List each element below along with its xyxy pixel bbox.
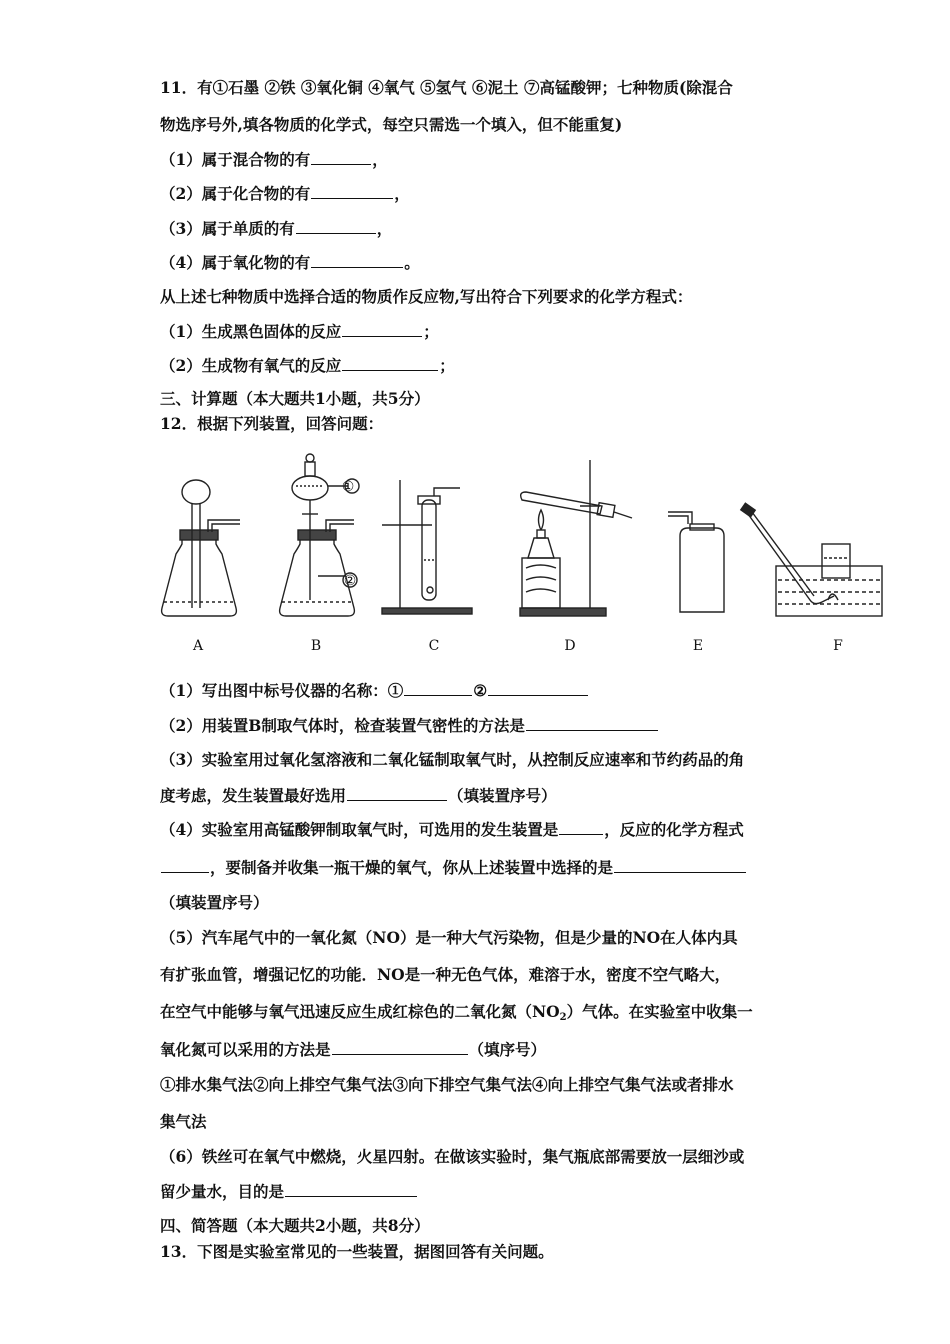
answer-blank[interactable]: [614, 858, 746, 873]
section-4-heading: 四、简答题（本大题共2小题，共8分）: [160, 1216, 430, 1235]
answer-blank[interactable]: [161, 858, 209, 873]
answer-blank[interactable]: [342, 356, 438, 371]
label-d: D: [564, 638, 576, 654]
label-b: B: [310, 638, 322, 654]
answer-blank[interactable]: [526, 716, 658, 731]
q11-eq1: （1）生成黑色固体的反应 ；: [160, 322, 439, 341]
marker-1: ①: [341, 479, 355, 495]
section-3-heading: 三、计算题（本大题共1小题，共5分）: [160, 389, 430, 408]
q12-sub6-line2: 留少量水，目的是: [160, 1182, 418, 1202]
apparatus-f: [741, 503, 882, 616]
q12-sub6-line1: （6）铁丝可在氧气中燃烧，火星四射。在做该实验时，集气瓶底部需要放一层细沙或: [160, 1147, 745, 1166]
label-f: F: [833, 638, 843, 654]
answer-blank[interactable]: [311, 253, 403, 268]
answer-blank[interactable]: [347, 786, 447, 801]
q12-sub3-line2: 度考虑，发生装置最好选用 （填装置序号）: [160, 786, 557, 805]
answer-blank[interactable]: [332, 1040, 468, 1055]
answer-blank[interactable]: [404, 681, 472, 696]
q12-sub4-line1: （4）实验室用高锰酸钾制取氧气时，可选用的发生装置是 ，反应的化学方程式: [160, 820, 744, 839]
q12-sub5-options-cont: 集气法: [160, 1112, 207, 1131]
apparatus-figure: [150, 440, 890, 665]
q12-sub5-line2: 有扩张血管，增强记忆的功能．NO是一种无色气体，难溶于水，密度不空气略大，: [160, 965, 731, 984]
q12-sub5-line1: （5）汽车尾气中的一氧化氮（NO）是一种大气污染物，但是少量的NO在人体内具: [160, 928, 738, 947]
q11-part2: （2）属于化合物的有 ，: [160, 184, 410, 203]
label-c: C: [428, 638, 440, 654]
apparatus-a: [162, 480, 240, 616]
q12-sub4-line3: （填装置序号）: [160, 893, 269, 912]
answer-blank[interactable]: [342, 322, 422, 337]
marker-2: ②: [343, 573, 357, 589]
apparatus-e: [668, 512, 724, 612]
answer-blank[interactable]: [311, 184, 393, 199]
answer-blank[interactable]: [285, 1182, 417, 1197]
apparatus-d: [520, 460, 632, 616]
q11-eq2: （2）生成物有氧气的反应 ；: [160, 356, 455, 375]
q12-sub3-line1: （3）实验室用过氧化氢溶液和二氧化锰制取氧气时，从控制反应速率和节约药品的角: [160, 750, 745, 769]
q11-part4: （4）属于氧化物的有 。: [160, 253, 420, 272]
answer-blank[interactable]: [559, 820, 603, 835]
q11-stem-line2: 物选序号外,填各物质的化学式，每空只需选一个填入，但不能重复): [160, 115, 623, 134]
answer-blank[interactable]: [488, 681, 588, 696]
q12-sub4-line2: ，要制备并收集一瓶干燥的氧气，你从上述装置中选择的是: [160, 858, 747, 878]
apparatus-c: [382, 480, 472, 614]
q11-instruction: 从上述七种物质中选择合适的物质作反应物,写出符合下列要求的化学方程式：: [160, 287, 693, 306]
q13-stem: 13．下图是实验室常见的一些装置，据图回答有关问题。: [160, 1242, 554, 1261]
q12-sub5-line3: 在空气中能够与氧气迅速反应生成红棕色的二氧化氮$(NO_2)$气体。在实验室中收集一: [160, 1002, 753, 1023]
label-e: E: [692, 638, 704, 654]
answer-blank[interactable]: [296, 219, 376, 234]
q12-sub5-options: ①排水集气法②向上排空气集气法③向下排空气集气法④向上排空气集气法或者排水: [160, 1075, 734, 1094]
q12-sub1: （1）写出图中标号仪器的名称：① ②: [160, 681, 589, 701]
q11-stem-line1: 11．有①石墨 ②铁 ③氧化铜 ④氧气 ⑤氢气 ⑥泥土 ⑦高锰酸钾；七种物质(除混合: [160, 78, 733, 97]
q12-stem: 12．根据下列装置，回答问题：: [160, 414, 384, 433]
q11-part3: （3）属于单质的有 ，: [160, 219, 393, 238]
q12-sub5-line4: 氧化氮可以采用的方法是 （填序号）: [160, 1040, 547, 1059]
answer-blank[interactable]: [311, 150, 371, 165]
q12-sub2: （2）用装置B制取气体时，检查装置气密性的方法是: [160, 716, 659, 736]
q11-part1: （1）属于混合物的有 ，: [160, 150, 388, 169]
label-a: A: [192, 638, 204, 654]
